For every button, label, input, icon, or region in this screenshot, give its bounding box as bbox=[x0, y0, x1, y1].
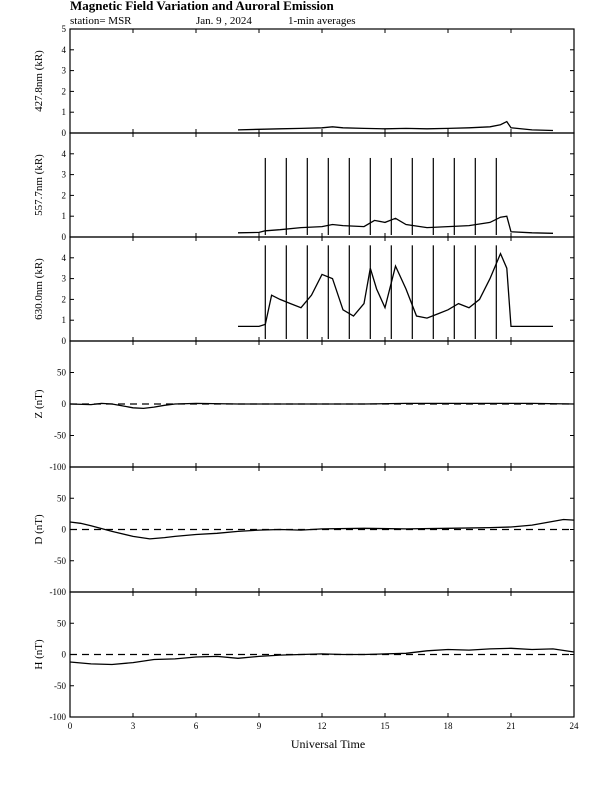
y-tick-label: 4 bbox=[61, 252, 66, 263]
series-line-1 bbox=[238, 122, 553, 131]
y-tick-label: 0 bbox=[61, 649, 66, 660]
averaging-label: 1-min averages bbox=[288, 15, 356, 27]
panel-frame bbox=[70, 29, 574, 133]
y-axis-title: 630.0nm (kR) bbox=[33, 258, 45, 320]
x-tick-label: 9 bbox=[256, 721, 262, 731]
panel-2 bbox=[33, 133, 574, 242]
panel-5 bbox=[33, 467, 574, 597]
y-tick-label: 1 bbox=[61, 107, 66, 118]
x-tick-label: 18 bbox=[443, 721, 453, 731]
y-tick-label: -100 bbox=[49, 712, 66, 722]
y-axis-title: 427.8nm (kR) bbox=[33, 50, 45, 112]
y-tick-label: 0 bbox=[61, 399, 66, 409]
panel-3 bbox=[33, 237, 574, 346]
y-tick-label: 0 bbox=[61, 336, 66, 346]
y-tick-label: 4 bbox=[61, 148, 66, 159]
x-tick-label: 21 bbox=[506, 721, 516, 731]
y-tick-label: -50 bbox=[54, 555, 66, 566]
x-tick-label: 15 bbox=[380, 721, 390, 731]
x-axis-title: Universal Time bbox=[290, 737, 366, 751]
y-axis-title: H (nT) bbox=[33, 639, 45, 670]
series-line-1 bbox=[238, 216, 553, 233]
station-label: station= MSR bbox=[70, 15, 132, 27]
y-tick-label: 50 bbox=[57, 493, 66, 504]
series-line-1 bbox=[238, 254, 553, 327]
y-tick-label: 3 bbox=[61, 65, 66, 76]
y-tick-label: -100 bbox=[49, 587, 66, 597]
y-axis-title: 557.7nm (kR) bbox=[33, 154, 45, 216]
chart-title: Magnetic Field Variation and Auroral Emission bbox=[70, 0, 334, 13]
y-tick-label: 1 bbox=[61, 315, 66, 326]
x-tick-label: 3 bbox=[130, 721, 136, 731]
x-tick-label: 12 bbox=[317, 721, 327, 731]
y-tick-label: 3 bbox=[61, 169, 66, 180]
x-tick-label: 0 bbox=[67, 721, 73, 731]
y-tick-label: 50 bbox=[57, 618, 66, 629]
y-tick-label: -100 bbox=[49, 462, 66, 472]
y-tick-label: 2 bbox=[61, 294, 66, 305]
x-tick-label: 6 bbox=[193, 721, 199, 731]
y-tick-label: 2 bbox=[61, 190, 66, 201]
date-label: Jan. 9 , 2024 bbox=[196, 15, 252, 27]
y-tick-label: 3 bbox=[61, 273, 66, 284]
panel-frame bbox=[70, 133, 574, 237]
y-tick-label: 0 bbox=[61, 524, 66, 535]
y-axis-title: D (nT) bbox=[33, 514, 45, 545]
y-tick-label: 4 bbox=[61, 44, 66, 55]
y-tick-label: -50 bbox=[54, 430, 66, 441]
panel-6 bbox=[33, 592, 574, 722]
panel-4 bbox=[33, 341, 574, 472]
y-tick-label: 5 bbox=[61, 24, 66, 34]
panel-1 bbox=[33, 24, 574, 138]
x-tick-label: 24 bbox=[569, 721, 579, 731]
panel-frame bbox=[70, 237, 574, 341]
y-tick-label: 0 bbox=[61, 128, 66, 138]
series-line-1 bbox=[70, 648, 574, 664]
y-axis-title: Z (nT) bbox=[33, 389, 45, 419]
y-tick-label: 1 bbox=[61, 211, 66, 222]
y-tick-label: 2 bbox=[61, 86, 66, 97]
y-tick-label: 0 bbox=[61, 232, 66, 242]
y-tick-label: 50 bbox=[57, 367, 66, 378]
y-tick-label: -50 bbox=[54, 680, 66, 691]
